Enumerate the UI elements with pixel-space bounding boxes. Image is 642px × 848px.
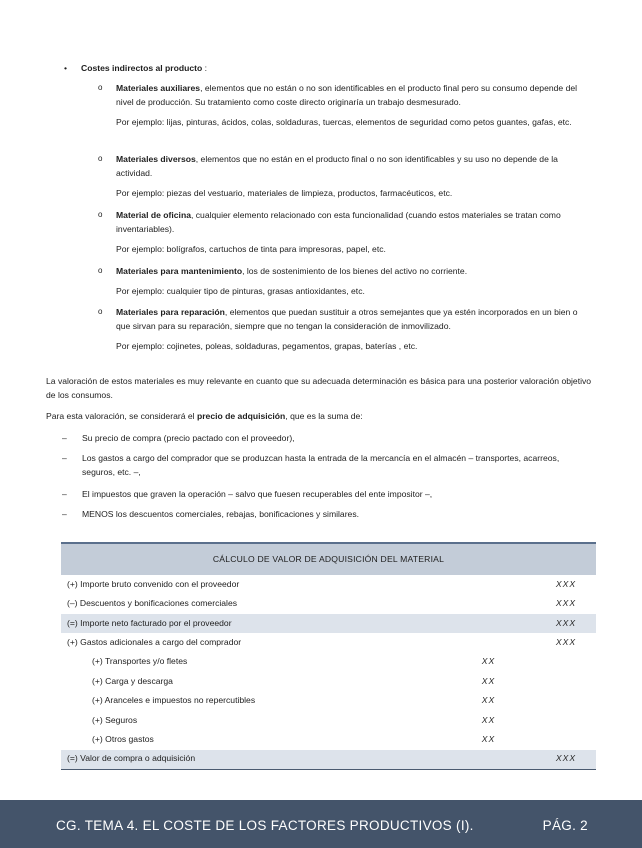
table-row: (+) Otros gastos XX: [92, 733, 496, 744]
item-example: Por ejemplo: cojinetes, poleas, soldaduras, pegamentos, grapas, baterías , etc.: [116, 340, 418, 351]
table-row: (+) Gastos adicionales a cargo del comprador XXX: [67, 636, 577, 647]
dash-bullet-icon: –: [62, 489, 67, 499]
footer-title: CG. TEMA 4. EL COSTE DE LOS FACTORES PRODUCTIVOS (I).: [56, 818, 474, 833]
table-row: (–) Descuentos y bonificaciones comerciales XXX: [67, 598, 577, 609]
item-example: Por ejemplo: piezas del vestuario, materiales de limpieza, productos, farmacéuticos, etc.: [116, 187, 453, 198]
circle-bullet-icon: o: [98, 266, 103, 275]
dash-item: – Los gastos a cargo del comprador que se produzcan hasta la entrada de la mercancía en el almacén – transportes, acarreos, seguros, etc. –,: [62, 453, 560, 477]
table-title: CÁLCULO DE VALOR DE ADQUISICIÓN DEL MATERIAL: [61, 543, 596, 575]
circle-bullet-icon: o: [98, 307, 103, 316]
item-term: Materiales auxiliares: [116, 83, 201, 93]
list-item-materiales-mantenimiento: [98, 265, 592, 299]
item-term: Materiales para mantenimiento: [116, 266, 243, 276]
item-example: Por ejemplo: bolígrafos, cartuchos de tinta para impresoras, papel, etc.: [116, 243, 386, 254]
calculo-valor-table: [61, 542, 596, 770]
item-description: , cualquier elemento relacionado con esta funcionalidad (cuando estos materiales se tratan como inventariables).: [116, 210, 561, 234]
table-row: (+) Aranceles e impuestos no repercutibles XX: [92, 695, 496, 706]
list-item-materiales-diversos: [98, 153, 592, 200]
paragraph-valoracion: La valoración de estos materiales es muy relevante en cuanto que su adecuada determinación es básica para una posterior valoración objetivo de los consumos.: [46, 376, 592, 400]
list-item-materiales-auxiliares: [98, 82, 592, 129]
section-title: Costes indirectos al producto: [81, 63, 203, 73]
list-item-materiales-reparacion: [98, 306, 592, 353]
dash-bullet-icon: –: [62, 509, 67, 519]
dash-item: – Su precio de compra (precio pactado con el proveedor),: [62, 432, 582, 446]
dash-bullet-icon: –: [62, 433, 67, 443]
item-description: , los de sostenimiento de los bienes del activo no corriente.: [242, 266, 468, 276]
table-row: (+) Carga y descarga XX: [92, 675, 496, 686]
item-term: Materiales diversos: [116, 154, 196, 164]
item-description: , elementos que puedan sustituir a otros semejantes que ya estén incorporados en un bien o que sirvan para su reparación, siempre que no tengan la consideración de inmovilizado.: [116, 307, 578, 331]
item-example: Por ejemplo: lijas, pinturas, ácidos, colas, soldaduras, tuercas, elementos de seguridad como petos guantes, gafas, etc.: [116, 116, 572, 127]
list-item-material-oficina: [98, 209, 592, 256]
table-row: (+) Transportes y/o fletes XX: [92, 656, 496, 667]
circle-bullet-icon: o: [98, 83, 103, 92]
item-description: , elementos que no están o no son identificables en el producto final pero su consumo depende del nivel de producción. Su tratamiento como coste directo originaría un trabajo desmesurado.: [116, 83, 578, 107]
table-row-total: (=) Valor de compra o adquisición XXX: [61, 750, 596, 770]
table-row: (=) Importe neto facturado por el proveedor XXX: [61, 614, 596, 633]
dash-item: – MENOS los descuentos comerciales, rebajas, bonificaciones y similares.: [62, 508, 582, 522]
bullet-icon: •: [64, 63, 68, 73]
page-footer: [0, 800, 642, 848]
circle-bullet-icon: o: [98, 210, 103, 219]
item-term: Materiales para reparación: [116, 307, 225, 317]
dash-bullet-icon: –: [62, 453, 67, 463]
item-description: , elementos que no están en el producto final o no son identificables y su uso no depende de la actividad.: [116, 154, 558, 178]
page-number: PÁG. 2: [542, 818, 588, 833]
section-title-suffix: :: [202, 63, 208, 73]
table-row: (+) Seguros XX: [92, 714, 496, 725]
circle-bullet-icon: o: [98, 154, 103, 163]
dash-item: – El impuestos que graven la operación – salvo que fuesen recuperables del ente impositor –,: [62, 488, 582, 502]
item-term: Material de oficina: [116, 210, 191, 220]
item-example: Por ejemplo: cualquier tipo de pinturas, grasas antioxidantes, etc.: [116, 285, 365, 296]
table-row: (+) Importe bruto convenido con el proveedor XXX: [67, 578, 577, 589]
paragraph-precio-adquisicion: Para esta valoración, se considerará el precio de adquisición, que es la suma de:: [46, 411, 363, 421]
precio-adquisicion-term: precio de adquisición: [196, 411, 286, 421]
